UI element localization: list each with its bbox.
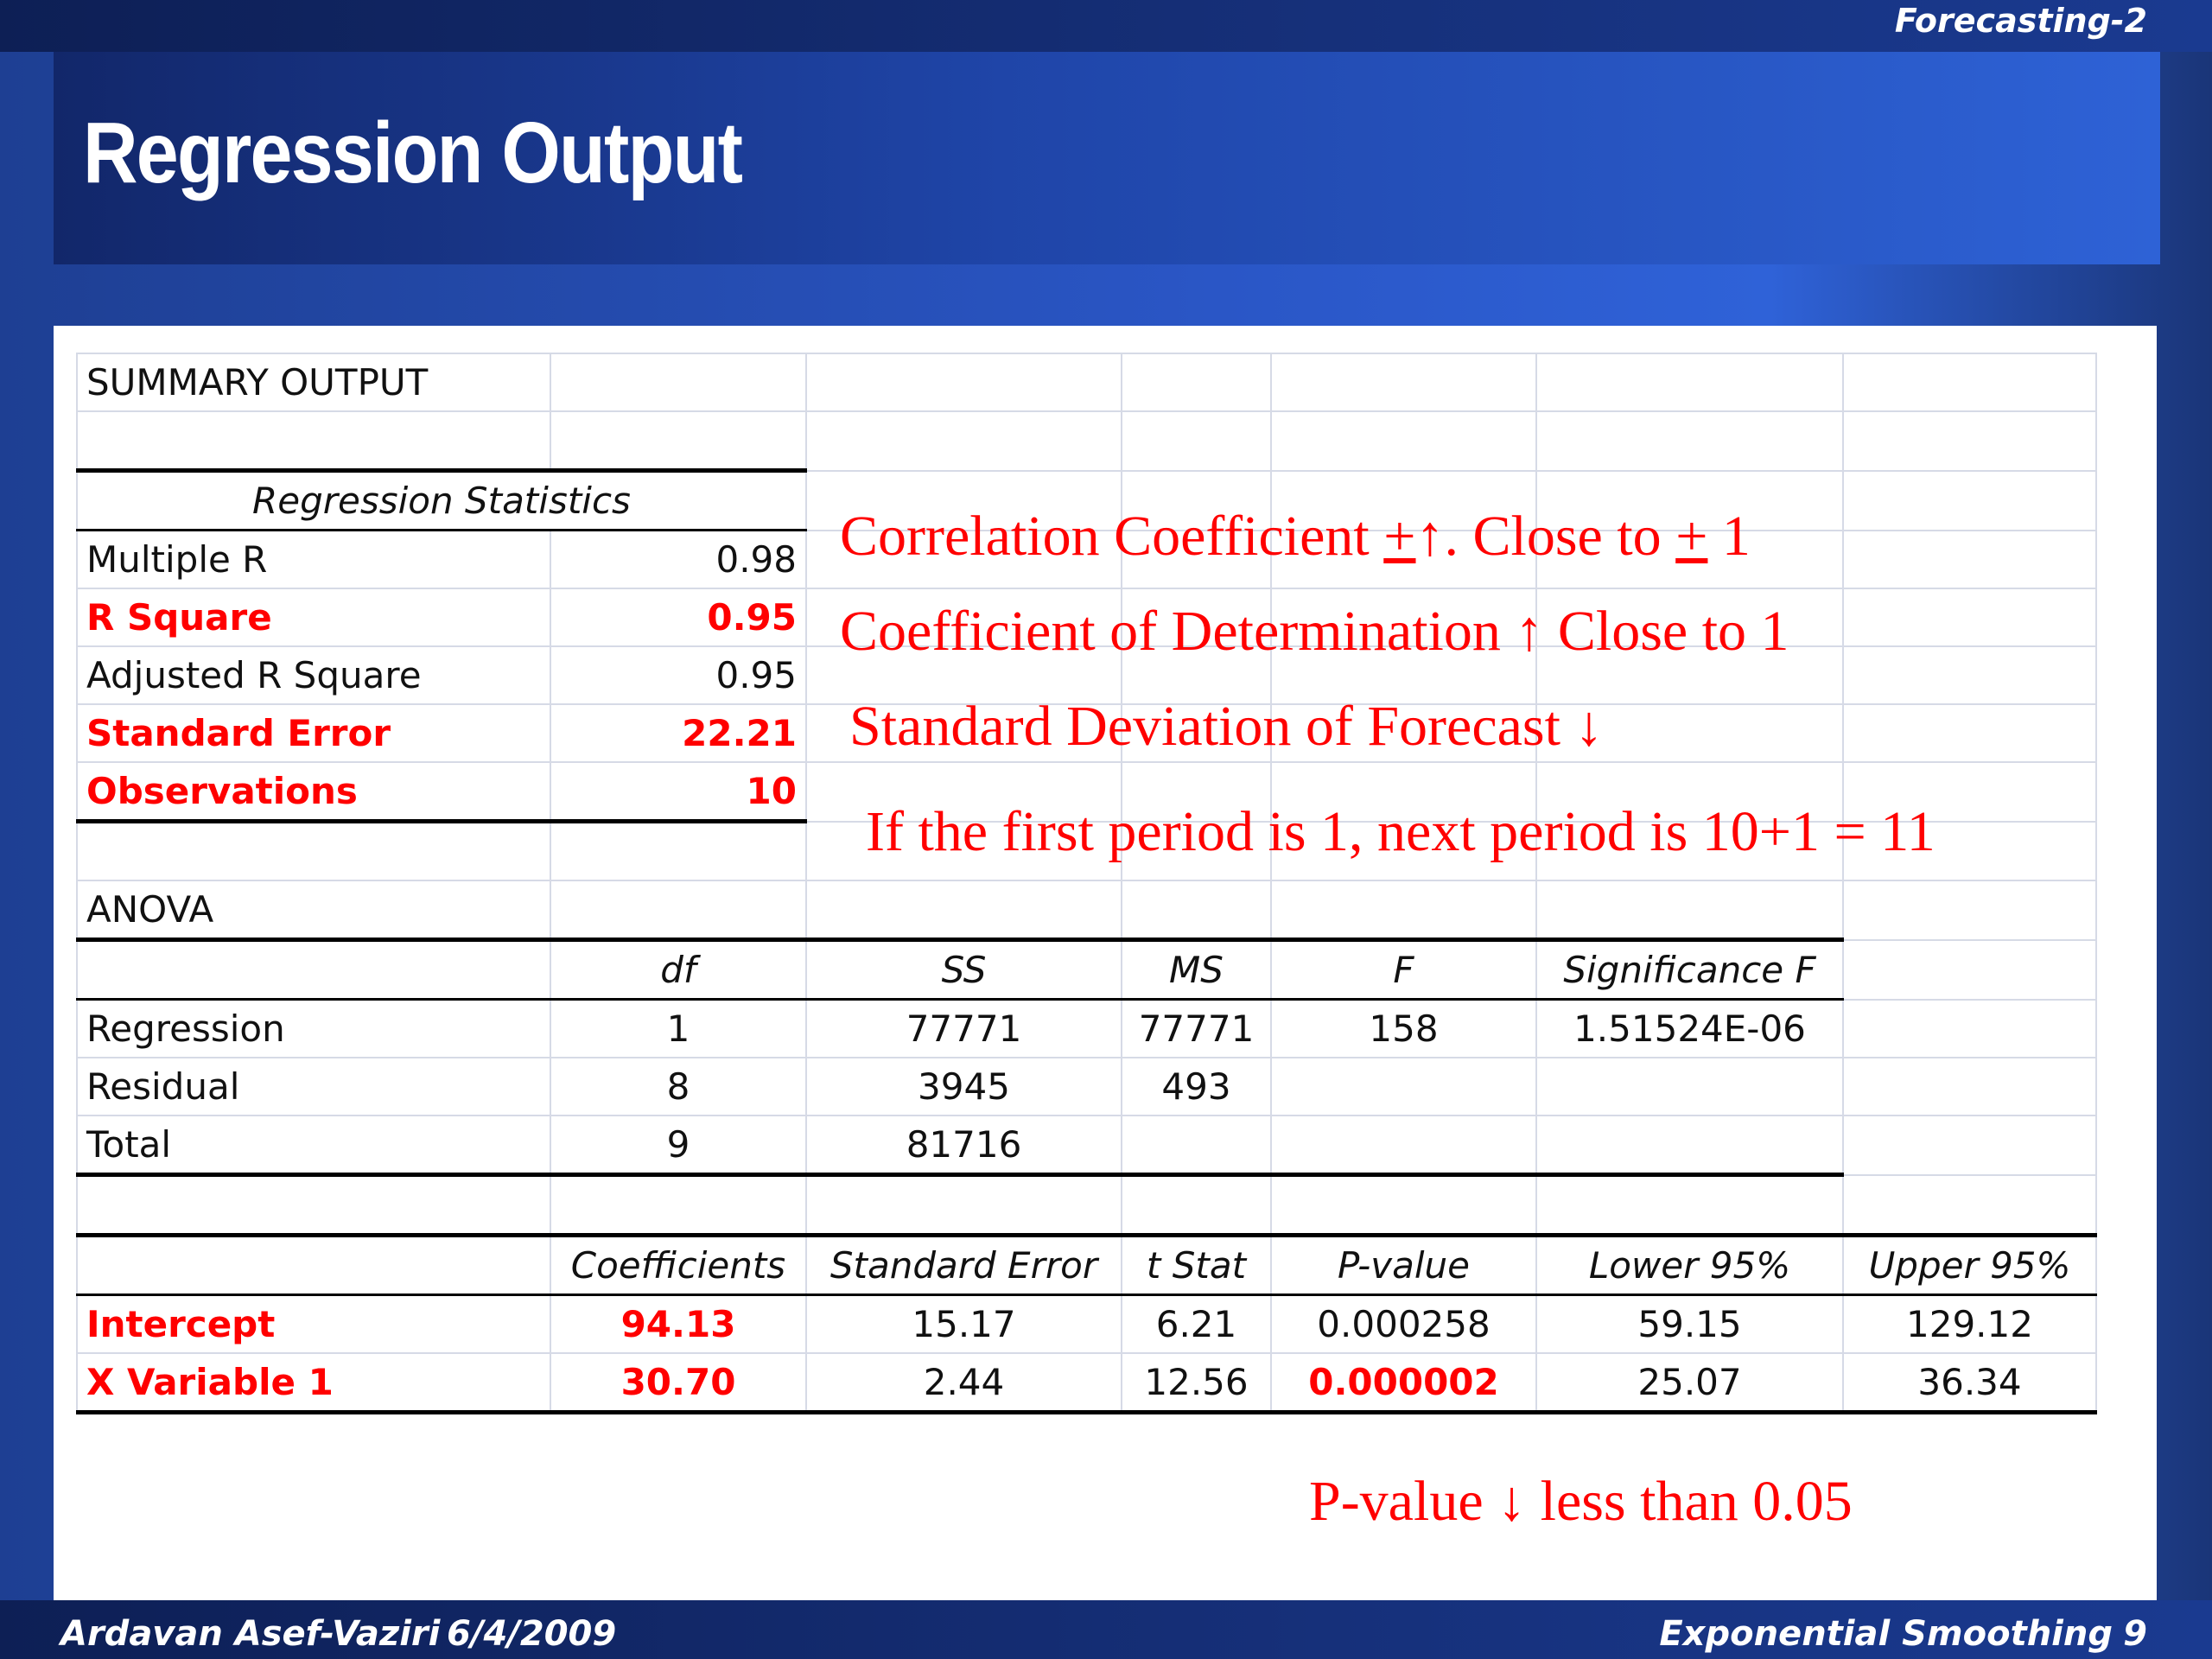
stat-label: Adjusted R Square [77, 646, 550, 704]
anova-df: 1 [550, 1000, 806, 1058]
anova-label: ANOVA [77, 880, 550, 940]
anova-row-label: Residual [77, 1058, 550, 1116]
coef-lower: 25.07 [1536, 1353, 1843, 1413]
anova-row [77, 1000, 2096, 1058]
stat-label: Observations [77, 762, 550, 822]
coef-t: 12.56 [1122, 1353, 1271, 1413]
coef-header: Upper 95% [1843, 1236, 2096, 1295]
coef-se: 2.44 [806, 1353, 1122, 1413]
stat-label: R Square [77, 588, 550, 646]
coef-upper: 36.34 [1843, 1353, 2096, 1413]
coef-t: 6.21 [1122, 1295, 1271, 1354]
coef-header: Coefficients [550, 1236, 806, 1295]
plus-minus-symbol: + [1675, 505, 1708, 568]
coef-header-row [77, 1236, 2096, 1295]
page-number: 9 [2123, 1614, 2147, 1654]
anova-ms: 493 [1122, 1058, 1271, 1116]
coef-value: 30.70 [550, 1353, 806, 1413]
stat-label: Standard Error [77, 704, 550, 762]
anova-df: 9 [550, 1116, 806, 1175]
anova-ss: 77771 [806, 1000, 1122, 1058]
anova-row-label: Regression [77, 1000, 550, 1058]
summary-row [77, 353, 2096, 411]
anova-header: MS [1122, 940, 1271, 1000]
stat-value: 10 [550, 762, 806, 822]
top-band [0, 0, 2212, 52]
anova-ms [1122, 1116, 1271, 1175]
anova-header: SS [806, 940, 1122, 1000]
anova-sig-f: 1.51524E-06 [1536, 1000, 1843, 1058]
annotation-determination: Coefficient of Determination ↑ Close to 1 [840, 600, 1789, 663]
coef-se: 15.17 [806, 1295, 1122, 1354]
regression-statistics-header: Regression Statistics [77, 471, 806, 531]
annotation-correlation-text: 1 [1707, 505, 1751, 568]
annotation-correlation-text: ↑. Close to [1415, 505, 1676, 568]
deck-label: Forecasting-2 [1894, 2, 2147, 40]
coef-row [77, 1295, 2096, 1354]
coef-p: 0.000002 [1271, 1353, 1536, 1413]
anova-header: F [1271, 940, 1536, 1000]
stat-value: 0.95 [550, 646, 806, 704]
anova-row [77, 1058, 2096, 1116]
coef-header: Standard Error [806, 1236, 1122, 1295]
slide-title: Regression Output [83, 105, 742, 201]
summary-output-label: SUMMARY OUTPUT [77, 353, 550, 411]
coef-value: 94.13 [550, 1295, 806, 1354]
annotation-correlation [840, 504, 1751, 569]
footer-author: Ardavan Asef-Vaziri [60, 1614, 441, 1654]
annotation-period: If the first period is 1, next period is 10+1 = 11 [866, 800, 1936, 863]
coef-header: P-value [1271, 1236, 1536, 1295]
anova-sig-f [1536, 1116, 1843, 1175]
footer-date: 6/4/2009 [447, 1614, 617, 1654]
coef-row-label: Intercept [77, 1295, 550, 1354]
anova-f [1271, 1058, 1536, 1116]
coef-upper: 129.12 [1843, 1295, 2096, 1354]
footer-topic: Exponential Smoothing [1659, 1614, 2113, 1654]
anova-f: 158 [1271, 1000, 1536, 1058]
anova-f [1271, 1116, 1536, 1175]
stat-value: 22.21 [550, 704, 806, 762]
anova-df: 8 [550, 1058, 806, 1116]
anova-header-row [77, 940, 2096, 1000]
coef-header: t Stat [1122, 1236, 1271, 1295]
coef-lower: 59.15 [1536, 1295, 1843, 1354]
stat-label: Multiple R [77, 531, 550, 589]
plus-minus-symbol: + [1383, 505, 1416, 568]
anova-ss: 3945 [806, 1058, 1122, 1116]
stat-value: 0.95 [550, 588, 806, 646]
anova-header: Significance F [1536, 940, 1843, 1000]
anova-sig-f [1536, 1058, 1843, 1116]
anova-row-label: Total [77, 1116, 550, 1175]
coef-row [77, 1353, 2096, 1413]
stat-value: 0.98 [550, 531, 806, 589]
coef-p: 0.000258 [1271, 1295, 1536, 1354]
annotation-pvalue: P-value ↓ less than 0.05 [1309, 1470, 1853, 1533]
coef-row-label: X Variable 1 [77, 1353, 550, 1413]
anova-label-row [77, 880, 2096, 940]
annotation-std-dev: Standard Deviation of Forecast ↓ [849, 695, 1604, 758]
anova-ss: 81716 [806, 1116, 1122, 1175]
anova-row [77, 1116, 2096, 1175]
coef-header: Lower 95% [1536, 1236, 1843, 1295]
anova-ms: 77771 [1122, 1000, 1271, 1058]
annotation-correlation-text: Correlation Coefficient [840, 505, 1384, 568]
anova-header: df [550, 940, 806, 1000]
